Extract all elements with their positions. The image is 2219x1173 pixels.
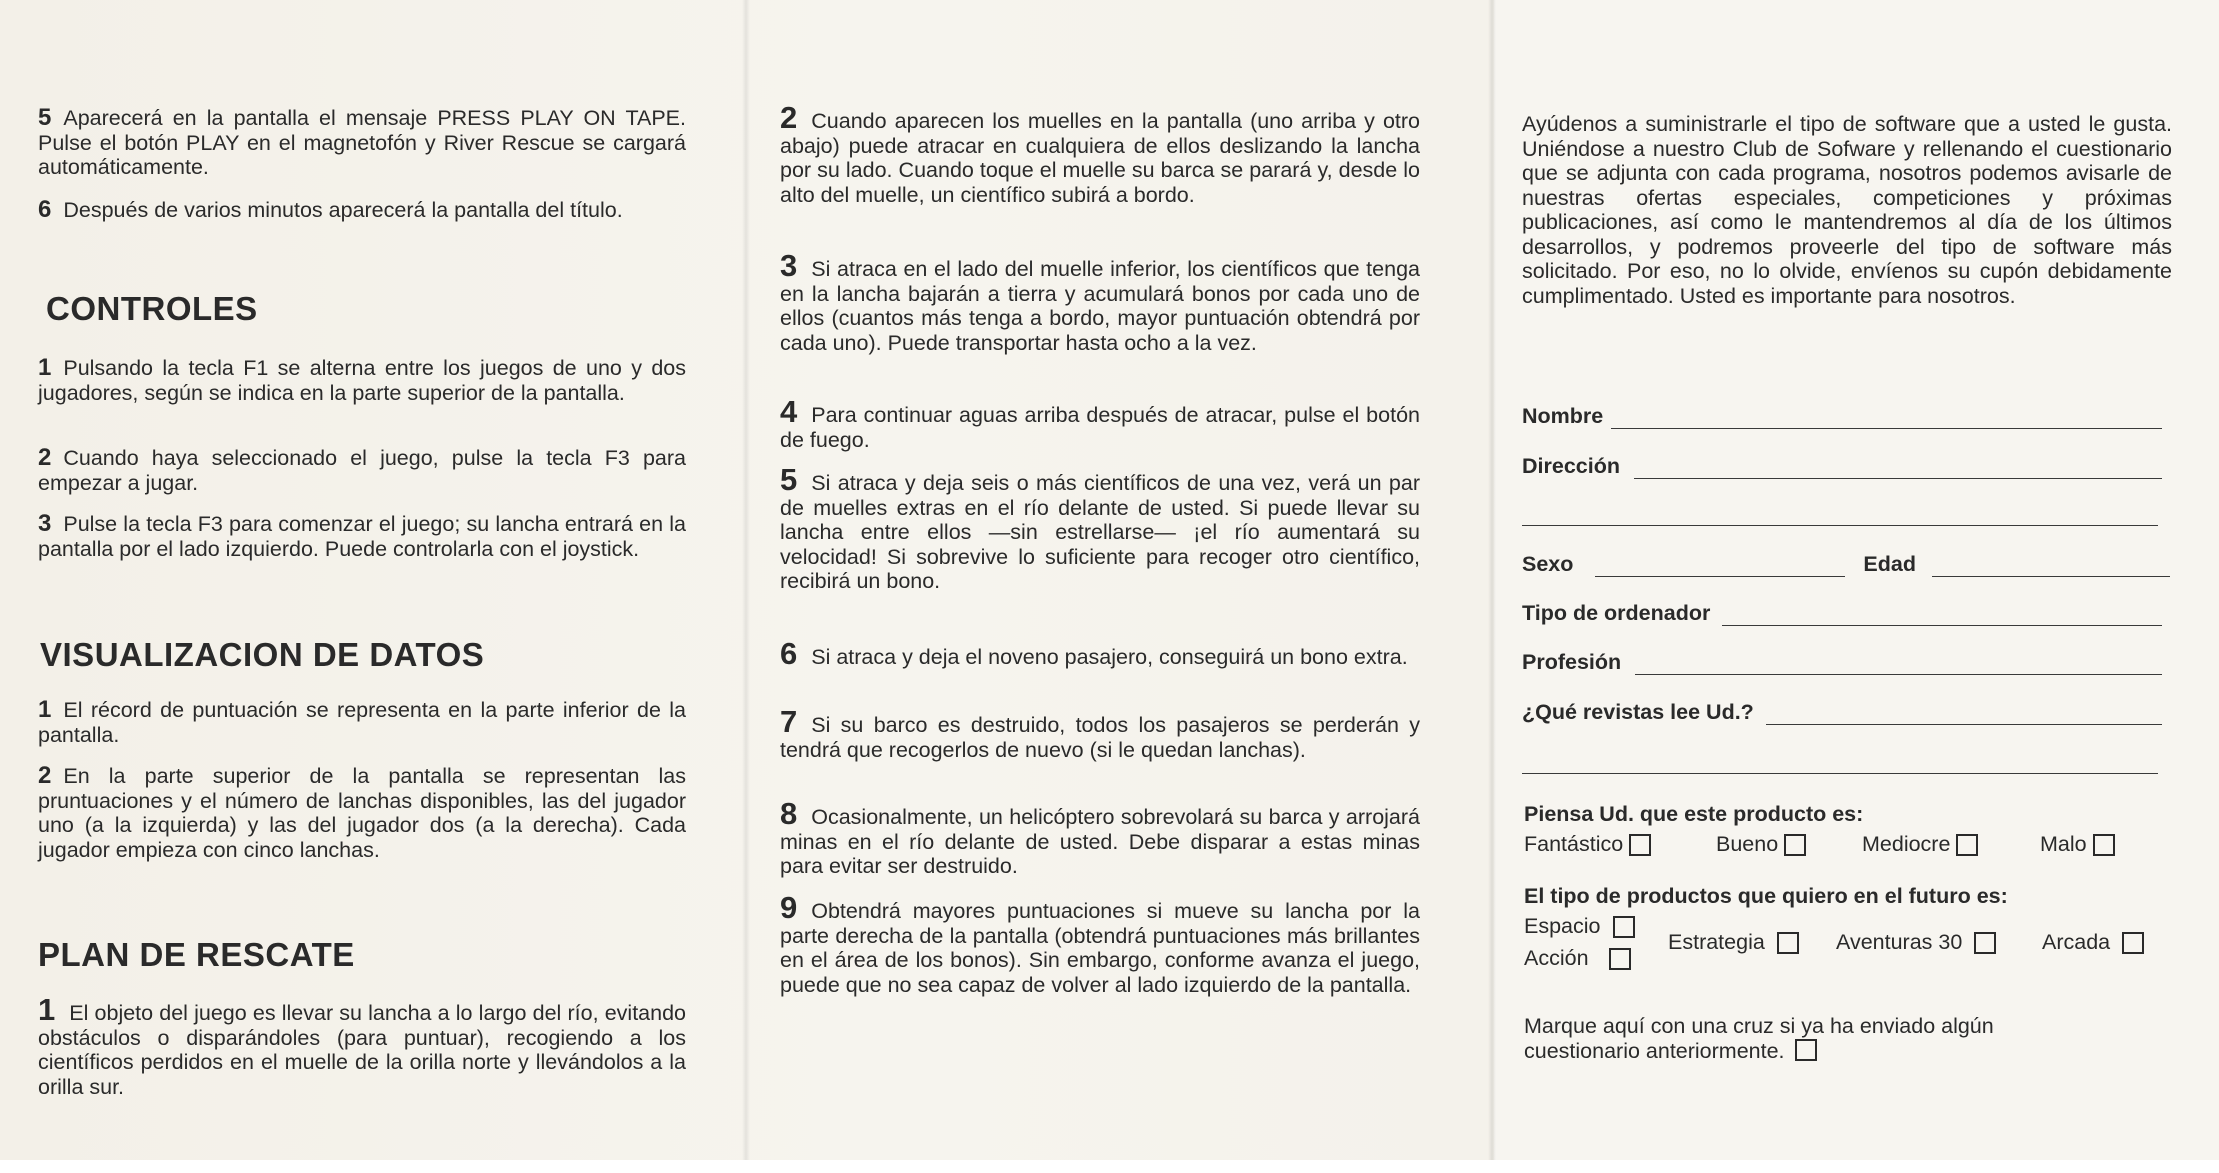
- item-text: Cuando aparecen los muelles en la pantalla (uno arriba y otro abajo) puede atracar en cualquiera de ellos deslizando la lancha por su lado. Cuando toque el muelle su barca se parará y, desde lo alto del muelle, un científico subirá a bordo.: [780, 109, 1420, 207]
- item-number: 3: [38, 510, 52, 537]
- fold-line-1: [742, 0, 750, 1160]
- checkbox-malo[interactable]: [2093, 834, 2115, 856]
- option-label: Acción: [1524, 946, 1589, 970]
- item-text: Si su barco es destruido, todos los pasajeros se perderán y tendrá que recogerlos de nuevo (si le quedan lanchas).: [780, 713, 1420, 762]
- item-text: El récord de puntuación se representa en la parte inferior de la pantalla.: [38, 698, 686, 747]
- checkbox-espacio[interactable]: [1613, 916, 1635, 938]
- item-number: 6: [38, 196, 52, 223]
- option-label: Mediocre: [1862, 832, 1951, 856]
- option-label: Arcada: [2042, 930, 2111, 954]
- checkbox-estrategia[interactable]: [1777, 932, 1799, 954]
- option-espacio: [1524, 914, 1635, 939]
- sexo-input-line[interactable]: [1595, 575, 1845, 577]
- rescate-item-2: [780, 100, 1420, 207]
- profesion-row: [1522, 650, 2162, 675]
- already-sent-text: Marque aquí con una cruz si ya ha enviado algún cuestionario anteriormente.: [1524, 1014, 1994, 1063]
- checkbox-mediocre[interactable]: [1956, 834, 1978, 856]
- item-number: 3: [780, 248, 798, 283]
- page-bottom-edge: [0, 1160, 2219, 1173]
- option-accion: [1524, 946, 1631, 971]
- intro-item-5: [38, 106, 686, 180]
- option-label: Fantástico: [1524, 832, 1624, 856]
- option-label: Espacio: [1524, 914, 1601, 938]
- rescate-heading: PLAN DE RESCATE: [38, 936, 355, 973]
- option-estrategia: [1668, 930, 1799, 955]
- item-text: El objeto del juego es llevar su lancha a lo largo del río, evitando obstáculos o disparándoles (para puntuar), recogiendo a los científicos perdidos en el muelle de la orilla norte y llevándolos a la orilla sur.: [38, 1001, 686, 1099]
- option-arcada: [2042, 930, 2144, 955]
- item-number: 7: [780, 704, 798, 739]
- sexo-label: Sexo: [1522, 552, 1574, 576]
- rescate-item-1: [38, 992, 686, 1099]
- item-number: 5: [780, 462, 798, 497]
- checkbox-already-sent[interactable]: [1795, 1039, 1817, 1061]
- item-text: Pulsando la tecla F1 se alterna entre los juegos de uno y dos jugadores, según se indica en la parte superior de la pantalla.: [38, 356, 686, 405]
- checkbox-accion[interactable]: [1609, 948, 1631, 970]
- item-text: Si atraca en el lado del muelle inferior, los científicos que tenga en la lancha bajarán a tierra y acumulará bonos por cada uno de ellos (cuantos más tenga a bordo, mayor puntuación obtendrá por cada uno). Puede transportar hasta ocho a la vez.: [780, 257, 1420, 355]
- item-number: 2: [38, 762, 52, 789]
- item-number: 8: [780, 796, 798, 831]
- edad-input-line[interactable]: [1932, 575, 2170, 577]
- revistas-row: [1522, 700, 2162, 725]
- option-label: Malo: [2040, 832, 2087, 856]
- future-products-question: El tipo de productos que quiero en el futuro es:: [1524, 884, 2008, 908]
- checkbox-bueno[interactable]: [1784, 834, 1806, 856]
- option-label: Aventuras 30: [1836, 930, 1963, 954]
- nombre-label: Nombre: [1522, 404, 1604, 428]
- datos-item-2: [38, 764, 686, 862]
- fold-line-2: [1488, 0, 1496, 1160]
- item-text: Si atraca y deja el noveno pasajero, conseguirá un bono extra.: [811, 645, 1408, 669]
- item-text: En la parte superior de la pantalla se representan las pruntuaciones y el número de lanchas disponibles, las del jugador uno (a la izquierda) y las del jugador dos (a la derecha). Cada jugador empieza con cinco lanchas.: [38, 764, 686, 862]
- item-text: Después de varios minutos aparecerá la pantalla del título.: [63, 198, 623, 222]
- controles-item-2: [38, 446, 686, 495]
- direccion-row: [1522, 454, 2162, 479]
- profesion-input-line[interactable]: [1635, 673, 2162, 675]
- club-intro-text: Ayúdenos a suministrarle el tipo de software que a usted le gusta. Uniéndose a nuestro Club de Sofware y rellenando el cuestionario que se adjunta con cada programa, nosotros podemos avisarle de nuestras ofertas especiales, competiciones y próximas publicaciones, así como le mantendremos al día de los últimos desarrollos, y podremos proveerle del tipo de software más solicitado. Por eso, no lo olvide, envíenos su cupón debidamente cumplimentado. Usted es importante para nosotros.: [1522, 112, 2172, 308]
- controles-heading: CONTROLES: [46, 290, 258, 327]
- direccion-input-line[interactable]: [1634, 477, 2162, 479]
- item-number: 1: [38, 696, 52, 723]
- edad-label: Edad: [1863, 552, 1916, 576]
- item-number: 9: [780, 890, 798, 925]
- option-mediocre: [1862, 832, 1978, 857]
- ordenador-row: [1522, 601, 2162, 626]
- option-label: Estrategia: [1668, 930, 1765, 954]
- revistas-input-line-2[interactable]: [1522, 773, 2158, 774]
- item-number: 2: [38, 444, 52, 471]
- item-text: Para continuar aguas arriba después de atracar, pulse el botón de fuego.: [780, 403, 1420, 452]
- ordenador-input-line[interactable]: [1722, 624, 2162, 626]
- item-text: Obtendrá mayores puntuaciones si mueve su lancha por la parte derecha de la pantalla (obtendrá puntuaciones más brillantes en el área de los bonos). Sin embargo, conforme avanza el juego, puede que no sea capaz de volver al lado izquierdo de la pantalla.: [780, 899, 1420, 997]
- rescate-item-5: [780, 462, 1420, 594]
- item-number: 6: [780, 636, 798, 671]
- revistas-label: ¿Qué revistas lee Ud.?: [1522, 700, 1754, 724]
- item-number: 1: [38, 354, 52, 381]
- option-aventuras: [1836, 930, 1996, 955]
- direccion-input-line-2[interactable]: [1522, 525, 2158, 526]
- item-number: 1: [38, 992, 56, 1027]
- option-label: Bueno: [1716, 832, 1779, 856]
- already-sent-row: [1524, 1014, 2084, 1063]
- direccion-label: Dirección: [1522, 454, 1620, 478]
- product-opinion-question: Piensa Ud. que este producto es:: [1524, 802, 1864, 826]
- rescate-item-4: [780, 394, 1420, 452]
- profesion-label: Profesión: [1522, 650, 1622, 674]
- option-bueno: [1716, 832, 1806, 857]
- sexo-edad-row: [1522, 552, 2170, 577]
- item-text: Pulse la tecla F3 para comenzar el juego; su lancha entrará en la pantalla por el lado izquierdo. Puede controlarla con el joystick.: [38, 512, 686, 561]
- datos-item-1: [38, 698, 686, 747]
- option-malo: [2040, 832, 2115, 857]
- rescate-item-9: [780, 890, 1420, 997]
- rescate-item-6: [780, 636, 1420, 671]
- checkbox-fantastico[interactable]: [1629, 834, 1651, 856]
- item-number: 2: [780, 100, 798, 135]
- controles-item-1: [38, 356, 686, 405]
- controles-item-3: [38, 512, 686, 561]
- item-number: 4: [780, 394, 798, 429]
- rescate-item-8: [780, 796, 1420, 879]
- checkbox-aventuras[interactable]: [1974, 932, 1996, 954]
- item-text: Aparecerá en la pantalla el mensaje PRESS PLAY ON TAPE. Pulse el botón PLAY en el magnetofón y River Rescue se cargará automáticamente.: [38, 106, 686, 179]
- item-number: 5: [38, 104, 52, 131]
- nombre-input-line[interactable]: [1611, 427, 2162, 429]
- intro-item-6: [38, 198, 686, 223]
- rescate-item-7: [780, 704, 1420, 762]
- rescate-item-3: [780, 248, 1420, 355]
- datos-heading: VISUALIZACION DE DATOS: [40, 636, 485, 673]
- item-text: Ocasionalmente, un helicóptero sobrevolará su barca y arrojará minas en el río delante de usted. Debe disparar a estas minas para evitar ser destruido.: [780, 805, 1420, 878]
- nombre-row: [1522, 404, 2162, 429]
- item-text: Si atraca y deja seis o más científicos de una vez, verá un par de muelles extras en el río delante de usted. Si puede llevar su lancha entre ellos —sin estrellarse— ¡el río aumentará su velocidad! Si sobrevive lo suficiente para recoger otro científico, recibirá un bono.: [780, 471, 1420, 593]
- item-text: Cuando haya seleccionado el juego, pulse la tecla F3 para empezar a jugar.: [38, 446, 686, 495]
- checkbox-arcada[interactable]: [2122, 932, 2144, 954]
- revistas-input-line[interactable]: [1766, 723, 2162, 725]
- option-fantastico: [1524, 832, 1651, 857]
- ordenador-label: Tipo de ordenador: [1522, 601, 1711, 625]
